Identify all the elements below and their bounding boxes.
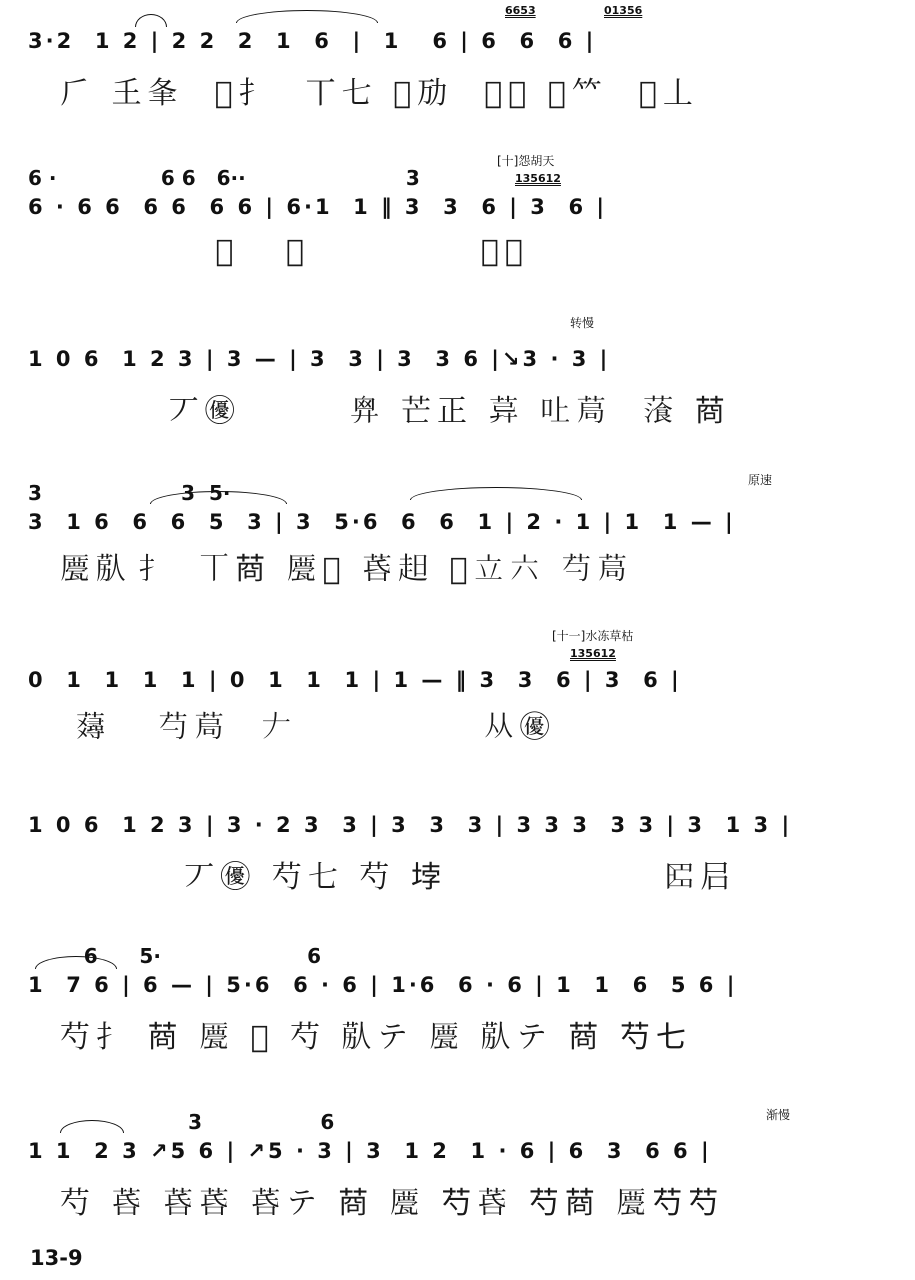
page-number: 13-9 <box>30 1246 83 1270</box>
jianpu-notes: 0 1 1 1 1 | 0 1 1 1 | 1 — ‖ 3 3 6 | 3 6 | <box>28 668 682 692</box>
jianzi-tablature: 丆㊝ 芍七 芍 𡋯 𠥓𡰪 <box>60 860 737 895</box>
jianpu-notes: 1 0 6 1 2 3 | 3 · 2 3 3 | 3 3 3 | 3 3 3 3 3 | 3 1 3 | <box>28 813 793 837</box>
jianzi-tablature: 芍 𦯚 𦯚𦯚 𦯚テ 𦯶 𠪹 芍𦯚 芍𦯶 𠪹芍芍 <box>60 1186 725 1221</box>
section-marker: [十一]水冻草枯 <box>552 629 634 643</box>
jianpu-notes: 1 1 2 3 ↗5 6 | ↗5 · 3 | 3 1 2 1 · 6 | 6 3 6 6 | <box>28 1139 712 1163</box>
grace-note: 135612 <box>515 172 561 185</box>
jianzi-tablature: 𠂆 𡈼夆 𢈭扌 丅七 𢎗劢 𦭦𠫔 𦯚𥫗 𡕒丄 <box>60 76 699 111</box>
jianzi-tablature: 芍扌 𦯶 𠪹 𦷭 芍 𦯴テ 𠪹 𦯴テ 𦯶 芍七 <box>60 1020 692 1055</box>
jianzi-tablature: 𦴾 𠂔 从㊝ <box>60 234 529 269</box>
section-marker: [十]怨胡天 <box>497 154 555 168</box>
jianzi-tablature: 𠪹𦯴扌 丅𦯶 𠪹𦷭 𦯚𧺝 𡉇立六 芍𦯃 <box>60 552 634 587</box>
jianpu-notes: 3·2 1 2 | 2 2 2 1 6 | 1 6 | 6 6 6 | <box>28 29 597 53</box>
grace-note: 6653 <box>505 4 536 17</box>
jianzi-tablature: 𧂇 芍𦯃 𠂇 从㊝ <box>60 710 556 745</box>
slur <box>236 10 378 23</box>
grace-note: 135612 <box>570 647 616 660</box>
jianpu-notes: 6 · 6 6 6 6 6 6 | 6·1 1 ‖ 3 3 6 | 3 6 | <box>28 195 608 219</box>
tempo-marker: 原速 <box>748 473 773 487</box>
tempo-marker: 转慢 <box>570 316 595 330</box>
grace-note: 01356 <box>604 4 643 17</box>
jianpu-notes: 3 1 6 6 6 5 3 | 3 5·6 6 6 1 | 2 · 1 | 1 1 — | <box>28 510 736 534</box>
upper-octave-notes: 6 · 6 6 6·· 3 <box>28 166 420 190</box>
upper-octave-notes: 3 6 <box>28 1110 335 1134</box>
tempo-marker: 渐慢 <box>766 1108 791 1122</box>
jianpu-notes: 1 0 6 1 2 3 | 3 — | 3 3 | 3 3 6 |↘3 · 3 | <box>28 347 611 371</box>
upper-octave-notes: 3 3 5· <box>28 481 231 505</box>
upper-octave-notes: 6 5· 6 <box>28 944 322 968</box>
jianzi-tablature: 丆㊝ 𢍙 芒正 𦯸 𠮵𦯃 𦻂 𦯶 <box>60 394 731 429</box>
jianpu-notes: 1 7 6 | 6 — | 5·6 6 · 6 | 1·6 6 · 6 | 1 1 6 5 6 | <box>28 973 738 997</box>
